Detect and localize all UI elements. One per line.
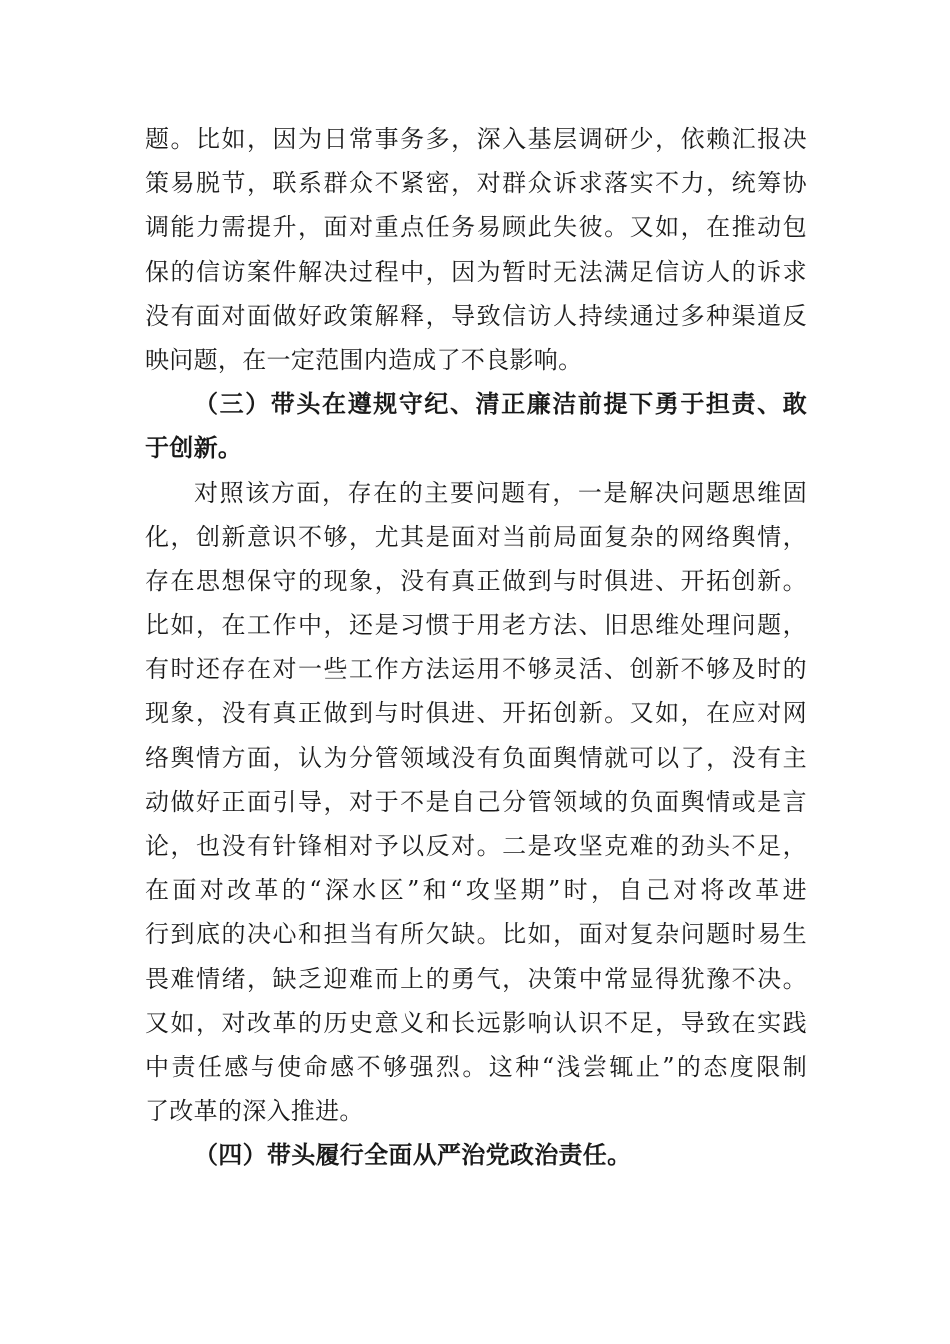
heading-line: （三）带头在遵规守纪、清正廉洁前提下勇于担责、敢: [194, 390, 807, 419]
paragraph-1: [145, 117, 807, 382]
text-line: 现象，没有真正做到与时俱进、开拓创新。又如，在应对网: [145, 699, 807, 728]
text-line: 存在思想保守的现象，没有真正做到与时俱进、开拓创新。: [145, 566, 807, 595]
text-line: 策易脱节，联系群众不紧密，对群众诉求落实不力，统筹协: [145, 169, 807, 198]
paragraph-2: [145, 471, 807, 1134]
text-line: 题。比如，因为日常事务多，深入基层调研少，依赖汇报决: [145, 125, 807, 153]
text-line: 对照该方面，存在的主要问题有，一是解决问题思维固: [194, 478, 807, 507]
text-line: 行到底的决心和担当有所欠缺。比如，面对复杂问题时易生: [145, 920, 807, 949]
text-line: 动做好正面引导，对于不是自己分管领域的负面舆情或是言: [145, 787, 807, 816]
section-heading-4: [145, 1133, 807, 1177]
section-heading-3: [145, 382, 807, 470]
heading-line: （四）带头履行全面从严治党政治责任。: [194, 1141, 632, 1170]
text-line: 调能力需提升，面对重点任务易顾此失彼。又如，在推动包: [145, 213, 807, 242]
text-line: 比如，在工作中，还是习惯于用老方法、旧思维处理问题，: [145, 611, 807, 640]
text-line: 在面对改革的“深水区”和“攻坚期”时，自己对将改革进: [145, 876, 807, 905]
text-line: 没有面对面做好政策解释，导致信访人持续通过多种渠道反: [145, 301, 807, 330]
text-line: 了改革的深入推进。: [145, 1097, 364, 1126]
text-line: 又如，对改革的历史意义和长远影响认识不足，导致在实践: [145, 1008, 807, 1037]
text-line: 有时还存在对一些工作方法运用不够灵活、创新不够及时的: [145, 655, 807, 684]
text-line: 畏难情绪，缺乏迎难而上的勇气，决策中常显得犹豫不决。: [145, 964, 807, 993]
text-line: 保的信访案件解决过程中，因为暂时无法满足信访人的诉求: [145, 257, 807, 286]
text-line: 化，创新意识不够，尤其是面对当前局面复杂的网络舆情，: [145, 522, 807, 551]
text-line: 论，也没有针锋相对予以反对。二是攻坚克难的劲头不足，: [145, 832, 807, 860]
text-line: 中责任感与使命感不够强烈。这种“浅尝辄止”的态度限制: [145, 1052, 807, 1081]
text-line: 映问题，在一定范围内造成了不良影响。: [145, 345, 583, 374]
document-body: [145, 117, 807, 1178]
text-line: 络舆情方面，认为分管领域没有负面舆情就可以了，没有主: [145, 743, 807, 772]
heading-line: 于创新。: [145, 434, 243, 463]
